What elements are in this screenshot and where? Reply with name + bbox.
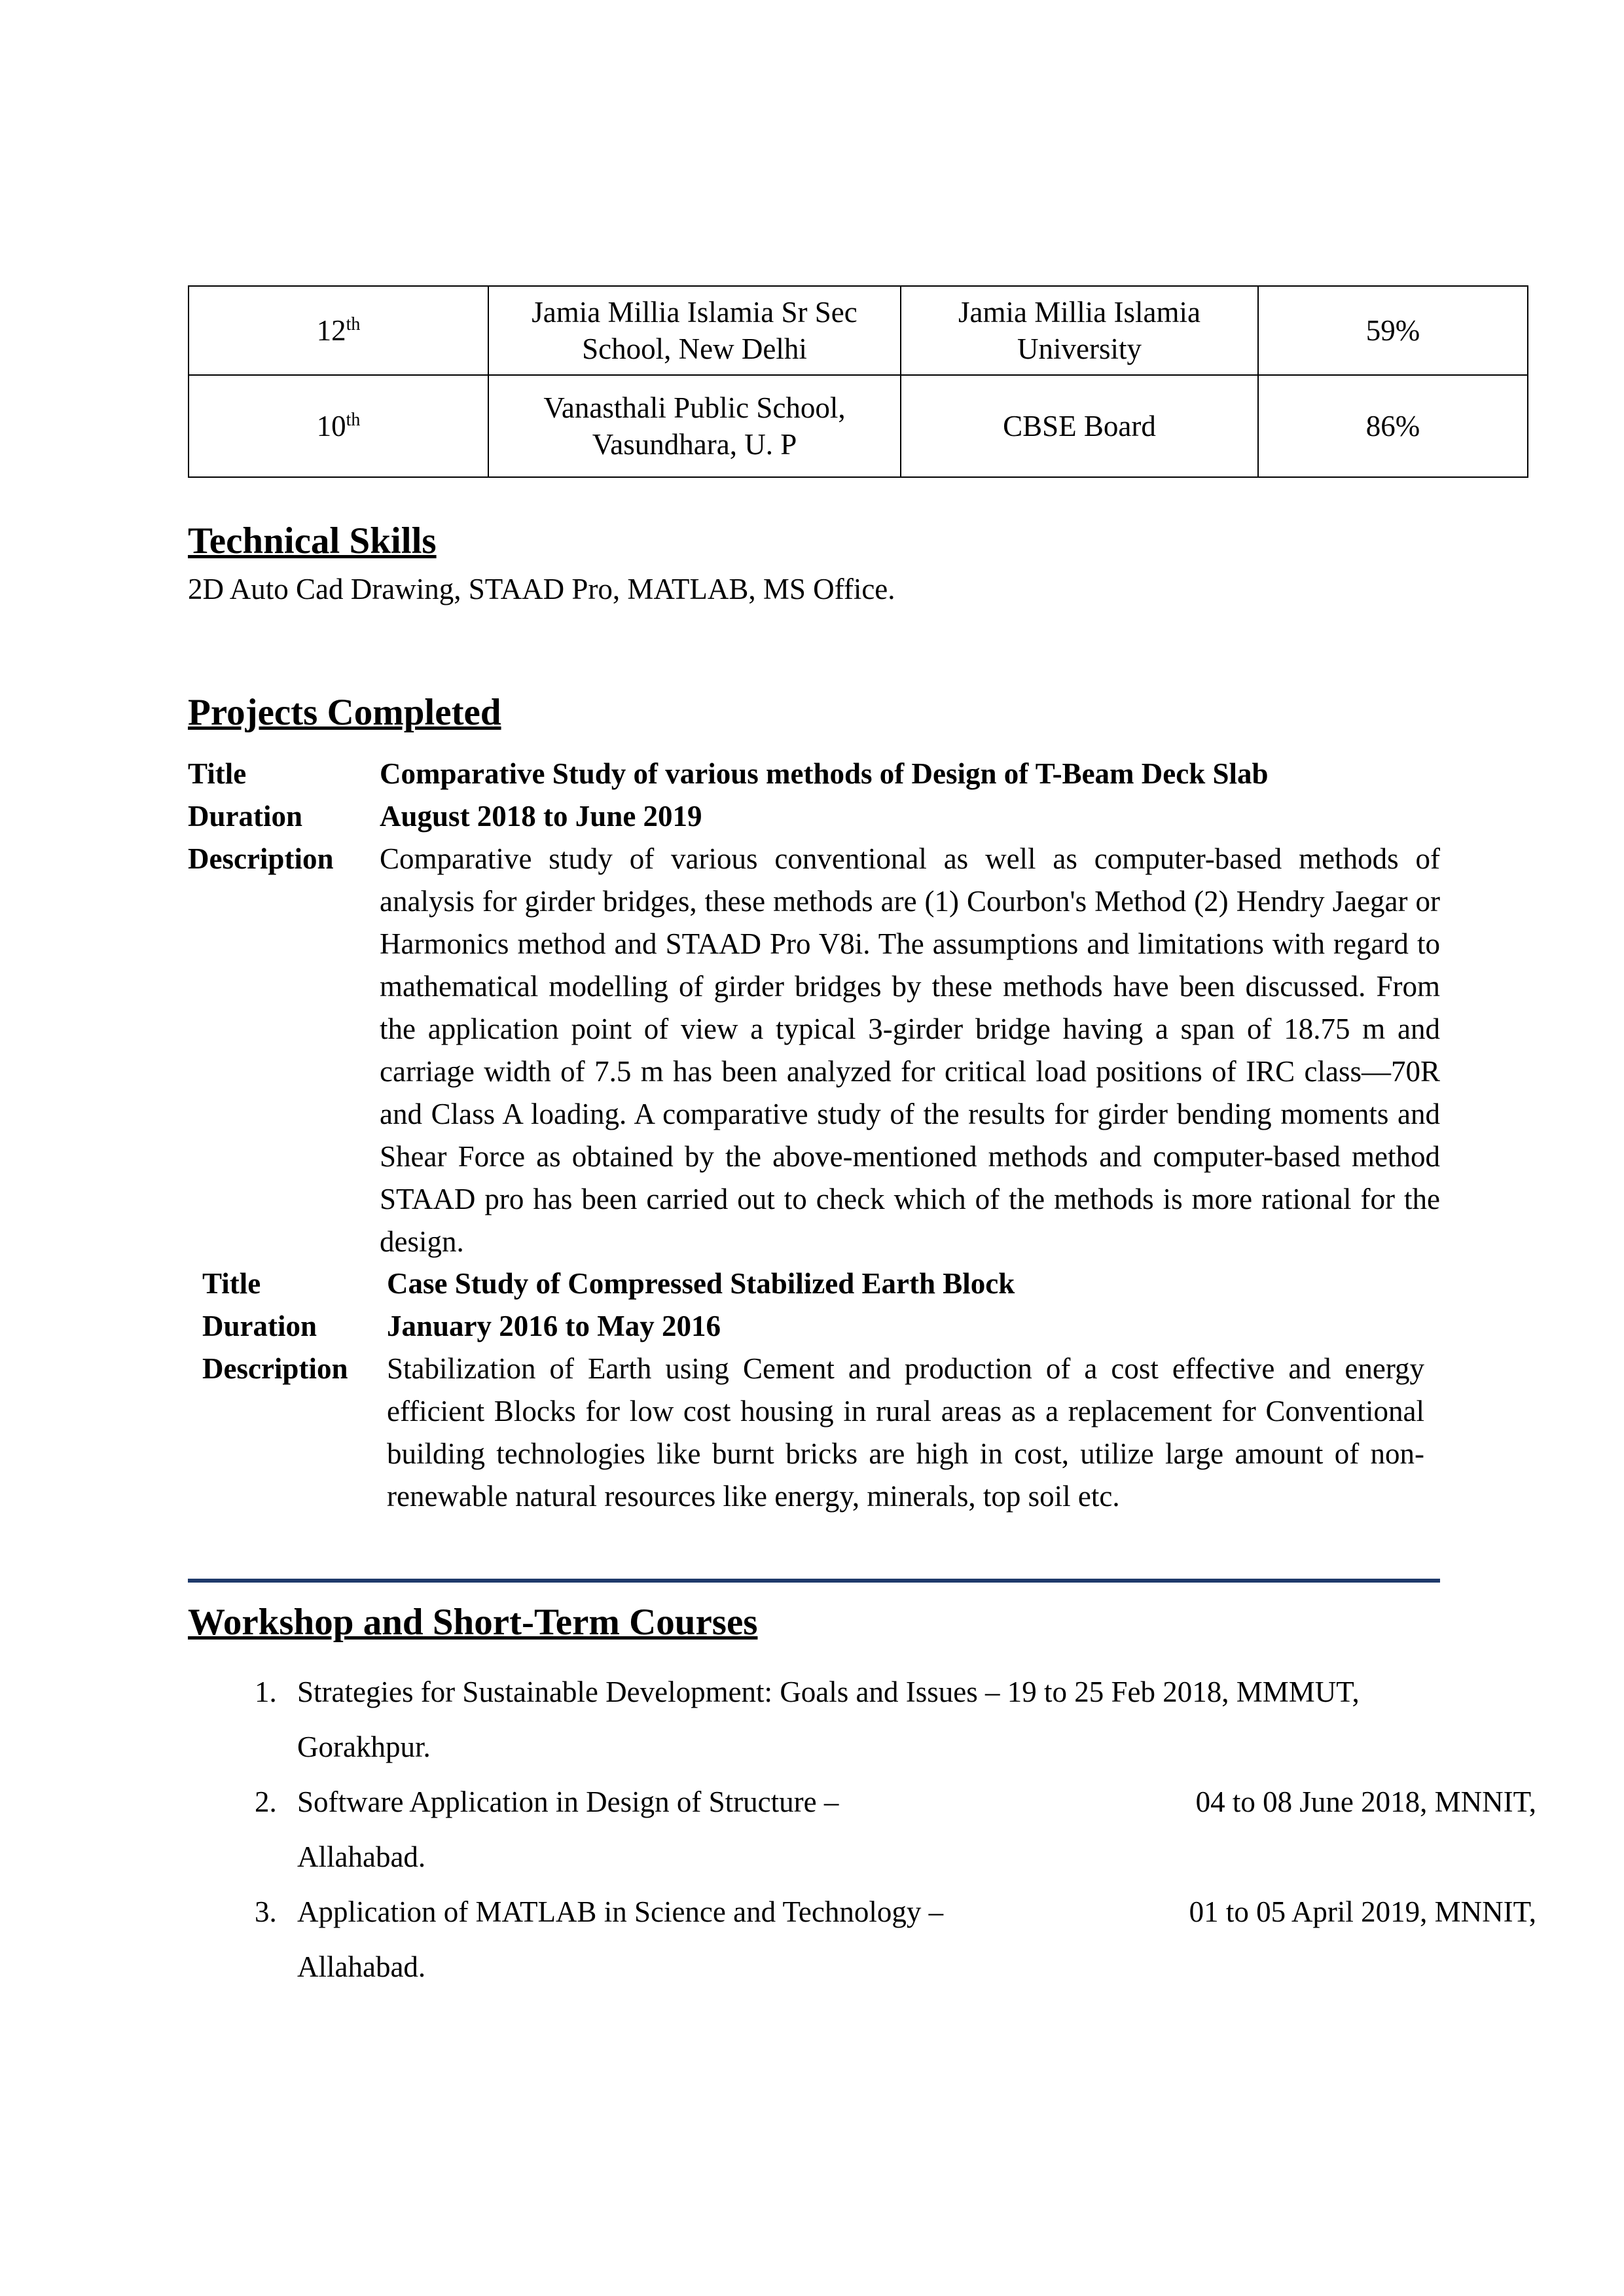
education-level: 10th (189, 375, 488, 477)
project-description: Comparative study of various conventional as well as computer-based methods of analysis for girder bridges, these methods are (1) Courbon's Method (2) Hendry Jaegar or Harmonics method and STAAD Pro V8i. The assumptions and limitations with regard to mathematical modelling of girder bridges by these methods have been discussed. From the application point of view a typical 3-girder bridge having a span of 18.75 m and carriage width of 7.5 m has been analyzed for critical load positions of IRC class—70R and Class A loading. A comparative study of the results for girder bending moments and Shear Force as obtained by the above-mentioned methods and computer-based method STAAD pro has been carried out to check which of the methods is more rational for the design. (380, 842, 1440, 1258)
list-item (284, 1884, 1536, 1994)
technical-skills-text: 2D Auto Cad Drawing, STAAD Pro, MATLAB, MS Office. (188, 573, 895, 605)
education-school: Vanasthali Public School, Vasundhara, U. P (488, 375, 901, 477)
duration-label: Duration (188, 800, 303, 833)
workshops-heading: Workshop and Short-Term Courses (188, 1602, 758, 1643)
course-line: 1. Strategies for Sustainable Development: Goals and Issues – 19 to 25 Feb 2018, MMMUT, (297, 1676, 1360, 1708)
project-description: Stabilization of Earth using Cement and production of a cost effective and energy efficient Blocks for low cost housing in rural areas as a replacement for Conventional building technologies like burnt bricks are high in cost, utilize large amount of non-renewable natural resources like energy, minerals, top soil etc. (387, 1352, 1424, 1513)
project-title: Comparative Study of various methods of Design of T-Beam Deck Slab (380, 757, 1269, 790)
project-title: Case Study of Compressed Stabilized Earth Block (387, 1267, 1015, 1300)
duration-label: Duration (202, 1310, 317, 1342)
education-level: 12th (189, 286, 488, 375)
education-table (188, 285, 1528, 478)
description-label: Description (202, 1352, 348, 1385)
project-duration: August 2018 to June 2019 (380, 800, 702, 833)
course-line: 3. Application of MATLAB in Science and Technology – (297, 1895, 944, 1928)
table-row (189, 375, 1528, 477)
course-date: 01 to 05 April 2019, MNNIT, (1189, 1895, 1536, 1928)
course-date: 04 to 08 June 2018, MNNIT, (1195, 1785, 1536, 1818)
education-score: 86% (1258, 375, 1528, 477)
course-location: Allahabad. (297, 1950, 426, 1983)
education-board: Jamia Millia Islamia University (901, 286, 1258, 375)
course-location: Allahabad. (297, 1840, 426, 1873)
education-school: Jamia Millia Islamia Sr Sec School, New Delhi (488, 286, 901, 375)
title-label: Title (188, 757, 247, 790)
description-label: Description (188, 842, 334, 875)
course-line: 2. Software Application in Design of Structure – (297, 1785, 839, 1818)
list-item (284, 1774, 1536, 1884)
table-row (189, 286, 1528, 375)
title-label: Title (202, 1267, 261, 1300)
education-board: CBSE Board (901, 375, 1258, 477)
technical-skills-heading: Technical Skills (188, 520, 437, 562)
course-location: Gorakhpur. (297, 1731, 431, 1763)
section-divider (188, 1579, 1440, 1583)
project-duration: January 2016 to May 2016 (387, 1310, 721, 1342)
education-score: 59% (1258, 286, 1528, 375)
projects-heading: Projects Completed (188, 692, 501, 733)
list-item (284, 1664, 1536, 1774)
workshop-list (188, 1664, 1536, 1994)
